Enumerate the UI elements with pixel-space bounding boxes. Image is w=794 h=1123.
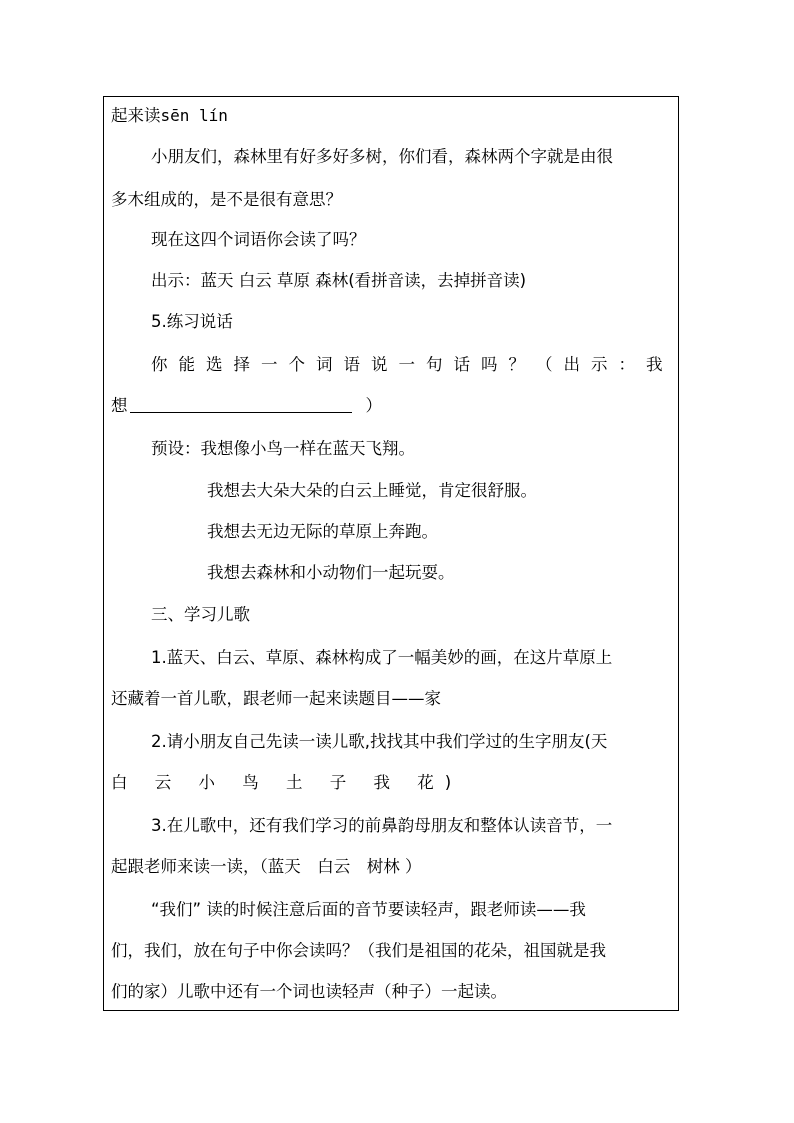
- pinyin-text: sēn lín: [160, 106, 228, 125]
- text-line: 我想去森林和小动物们一起玩耍。: [207, 563, 455, 582]
- text-line: 预设：我想像小鸟一样在蓝天飞翔。: [151, 439, 415, 458]
- text-line: 现在这四个词语你会读了吗？: [151, 230, 366, 249]
- text-line: 们的家）儿歌中还有一个词也读轻声（种子）一起读。: [111, 982, 507, 1001]
- text-line: 白 云 小 鸟 土 子 我 花): [111, 773, 463, 792]
- section-heading: 三、学习儿歌: [151, 605, 250, 624]
- text-line: 起跟老师来读一读，（蓝天 白云 树林 ）: [111, 857, 422, 876]
- text-line: 3.在儿歌中，还有我们学习的前鼻韵母朋友和整体认读音节，一: [151, 816, 613, 835]
- text-line: 小朋友们，森林里有好多好多树，你们看，森林两个字就是由很: [151, 147, 613, 166]
- text-line: 1.蓝天、白云、草原、森林构成了一幅美妙的画，在这片草原上: [151, 648, 613, 667]
- line-text: ）: [365, 396, 382, 415]
- text-line: 我想去大朵大朵的白云上睡觉，肯定很舒服。: [207, 481, 537, 500]
- line-text: 起来读: [111, 106, 161, 125]
- text-line: 出示：蓝天 白云 草原 森林(看拼音读，去掉拼音读): [151, 271, 527, 290]
- text-line: 你能选择一个词语说一句话吗？（出示：我: [151, 355, 674, 374]
- fill-in-blank: [130, 394, 352, 413]
- text-line: [111, 103, 228, 129]
- line-text: 想: [111, 396, 128, 415]
- section-heading: 5.练习说话: [151, 312, 233, 331]
- lesson-table-cell: [103, 96, 679, 1011]
- text-line: 们，我们，放在句子中你会读吗？（我们是祖国的花朵，祖国就是我: [111, 941, 606, 960]
- text-line: 多木组成的，是不是很有意思？: [111, 190, 342, 209]
- text-line: 还藏着一首儿歌，跟老师一起来读题目——家: [111, 689, 441, 708]
- text-line: 我想去无边无际的草原上奔跑。: [207, 522, 438, 541]
- text-line: [111, 393, 382, 419]
- text-line: “我们” 读的时候注意后面的音节要读轻声，跟老师读——我: [151, 900, 586, 919]
- text-line: 2.请小朋友自己先读一读儿歌,找找其中我们学过的生字朋友(天: [151, 732, 608, 751]
